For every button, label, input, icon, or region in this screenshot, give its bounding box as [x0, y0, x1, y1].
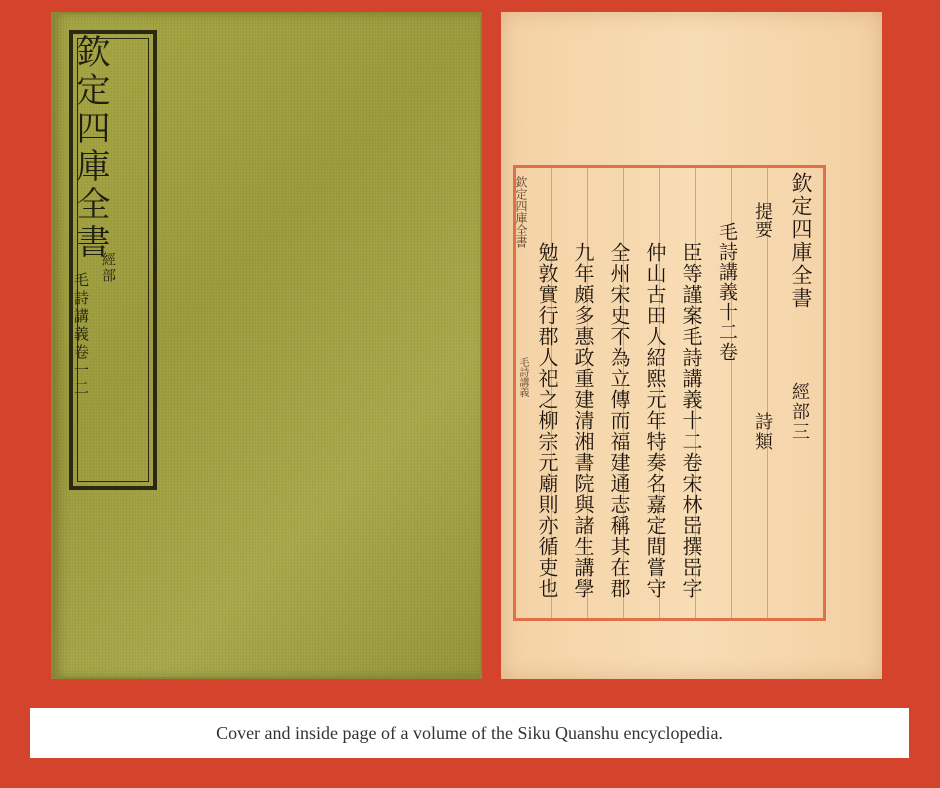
cover-subtitle: 毛詩講義卷一二	[72, 272, 90, 398]
page-margin-book: 毛詩講義	[517, 357, 528, 397]
text-column: 仲山古田人紹熙元年特奏名嘉定間嘗守	[643, 242, 667, 599]
caption-text: Cover and inside page of a volume of the Siku Quanshu encyclopedia.	[216, 722, 723, 743]
inside-page	[501, 12, 882, 679]
cover-title: 欽定四庫全書	[70, 34, 110, 262]
page-header-section: 經部三	[789, 382, 810, 442]
caption-box	[30, 708, 909, 758]
page-book-title: 毛詩講義十二卷	[716, 222, 738, 362]
page-category: 詩類	[752, 412, 773, 452]
text-column: 全州宋史不為立傳而福建通志稱其在郡	[607, 242, 631, 599]
text-column: 九年頗多惠政重建清湘書院與諸生講學	[571, 242, 595, 599]
page-margin-title: 欽定四庫全書	[514, 176, 528, 248]
text-column: 勉敦實行郡人祀之柳宗元廟則亦循吏也	[535, 242, 559, 599]
book-cover	[51, 12, 482, 679]
cover-section: 經部	[100, 252, 116, 284]
page-frame	[513, 165, 826, 621]
page-tiyao: 提要	[752, 202, 773, 238]
text-column: 臣等謹案毛詩講義十二卷宋林岊撰岊字	[679, 242, 703, 599]
page-header-title: 欽定四庫全書	[789, 172, 813, 310]
